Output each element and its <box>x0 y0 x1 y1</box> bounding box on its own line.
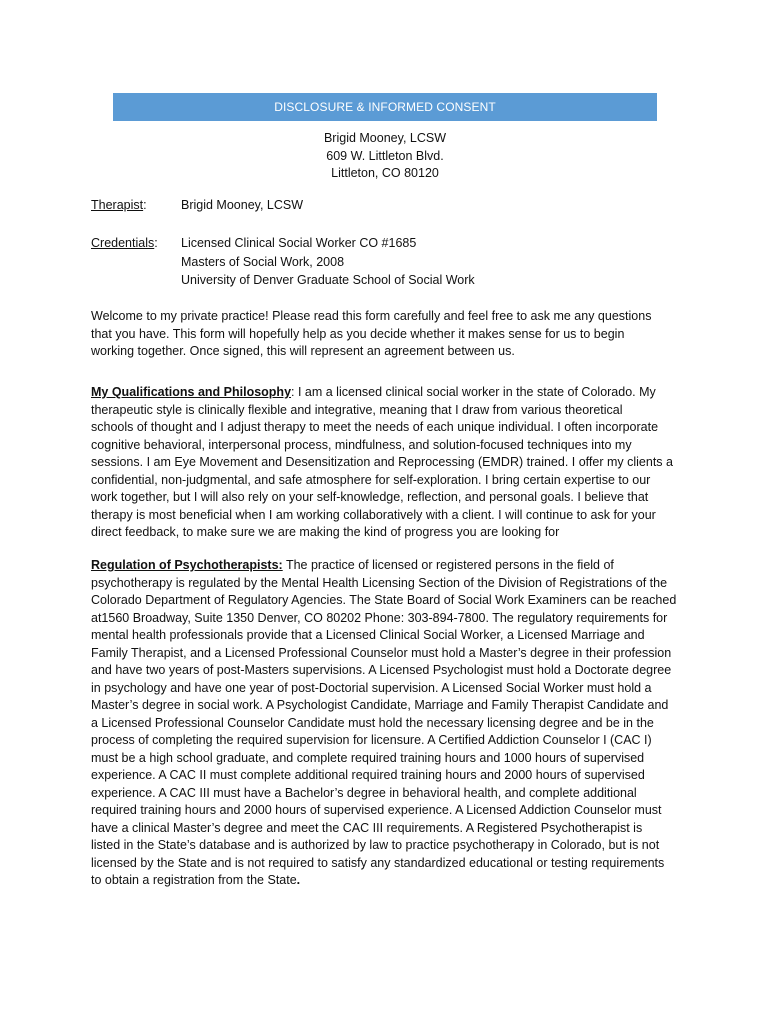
regulation-section: Regulation of Psychotherapists: The practice of licensed or registered persons in the field of psychotherapy is regulated by the Mental Health Licensing Section of the Division of Registrations of the Colorado Department of Regulatory Agencies. The State Board of Social Work Examiners can be reached at1560 Broadway, Suite 1350 Denver, CO 80202 Phone: 303-894-7800. The regulatory requirements for mental health professionals provide that a Licensed Clinical Social Worker, a Licensed Marriage and Family Therapist, and a Licensed Professional Counselor must hold a Master’s degree in their profession and have two years of post-Masters supervisions. A Licensed Psychologist must hold a Doctorate degree in psychology and have one year of post-Doctorial supervision. A Licensed Social Worker must hold a Master’s degree in social work. A Psychologist Candidate, Marriage and Family Therapist Candidate and a Licensed Professional Counselor Candidate must hold the necessary licensing degree and be in the process of completing the required supervision for licensure. A Certified Addiction Counselor I (CAC I) must be a high school graduate, and complete required training hours and 1000 hours of supervised experience. A CAC II must complete additional required training hours and 2000 hours of supervised experience. A CAC III must have a Bachelor’s degree in behavioral health, and complete additional required training hours and 2000 hours of supervised experience. A Licensed Addiction Counselor must have a clinical Master’s degree and meet the CAC III requirements. A Registered Psychotherapist is listed in the State’s database and is authorized by law to practice psychotherapy in Colorado, but is not licensed by the State and is not required to satisfy any standardized educational or testing requirements to obtain a registration from the State. <box>91 558 677 887</box>
document-title: DISCLOSURE & INFORMED CONSENT <box>274 100 496 114</box>
credential-line: Licensed Clinical Social Worker CO #1685 <box>181 236 417 250</box>
credential-line: University of Denver Graduate School of Social Work <box>181 273 475 287</box>
address-line: Littleton, CO 80120 <box>331 166 439 180</box>
address-line: Brigid Mooney, LCSW <box>323 131 447 145</box>
qualifications-section: My Qualifications and Philosophy: I am a licensed clinical social worker in the state of Colorado. My therapeutic style is clinically flexible and integrative, meaning that I draw from various theoretical schools of thought and I adjust therapy to meet the needs of each unique individual. I often incorporate cognitive behavioral, interpersonal process, mindfulness, and solution-focused techniques into my sessions. I am Eye Movement and Desensitization and Reprocessing (EMDR) trained. I offer my clients a confidential, non-judgmental, and safe atmosphere for self-exploration. I bring certain expertise to our work together, but I will also rely on your self-knowledge, reflection, and personal goals. I believe that therapy is most beneficial when I am working collaboratively with a client. I will continue to ask for your direct feedback, to make sure we are making the kind of progress you are looking for <box>91 385 673 539</box>
credentials-label: Credentials: <box>91 236 158 250</box>
address-line: 609 W. Littleton Blvd. <box>326 148 444 163</box>
therapist-label: Therapist: <box>91 198 147 212</box>
qualifications-heading: My Qualifications and Philosophy <box>91 385 292 399</box>
title-banner <box>113 93 657 121</box>
practice-address <box>0 130 770 183</box>
credential-line: Masters of Social Work, 2008 <box>181 254 345 269</box>
regulation-heading: Regulation of Psychotherapists: <box>91 558 283 572</box>
therapist-value: Brigid Mooney, LCSW <box>181 198 304 212</box>
welcome-paragraph: Welcome to my private practice! Please read this form carefully and feel free to ask me any questions that you have. This form will hopefully help as you decide whether it makes sense for us to begin working together. Once signed, this will represent an agreement between us. <box>91 309 652 358</box>
credentials-list <box>181 234 581 290</box>
